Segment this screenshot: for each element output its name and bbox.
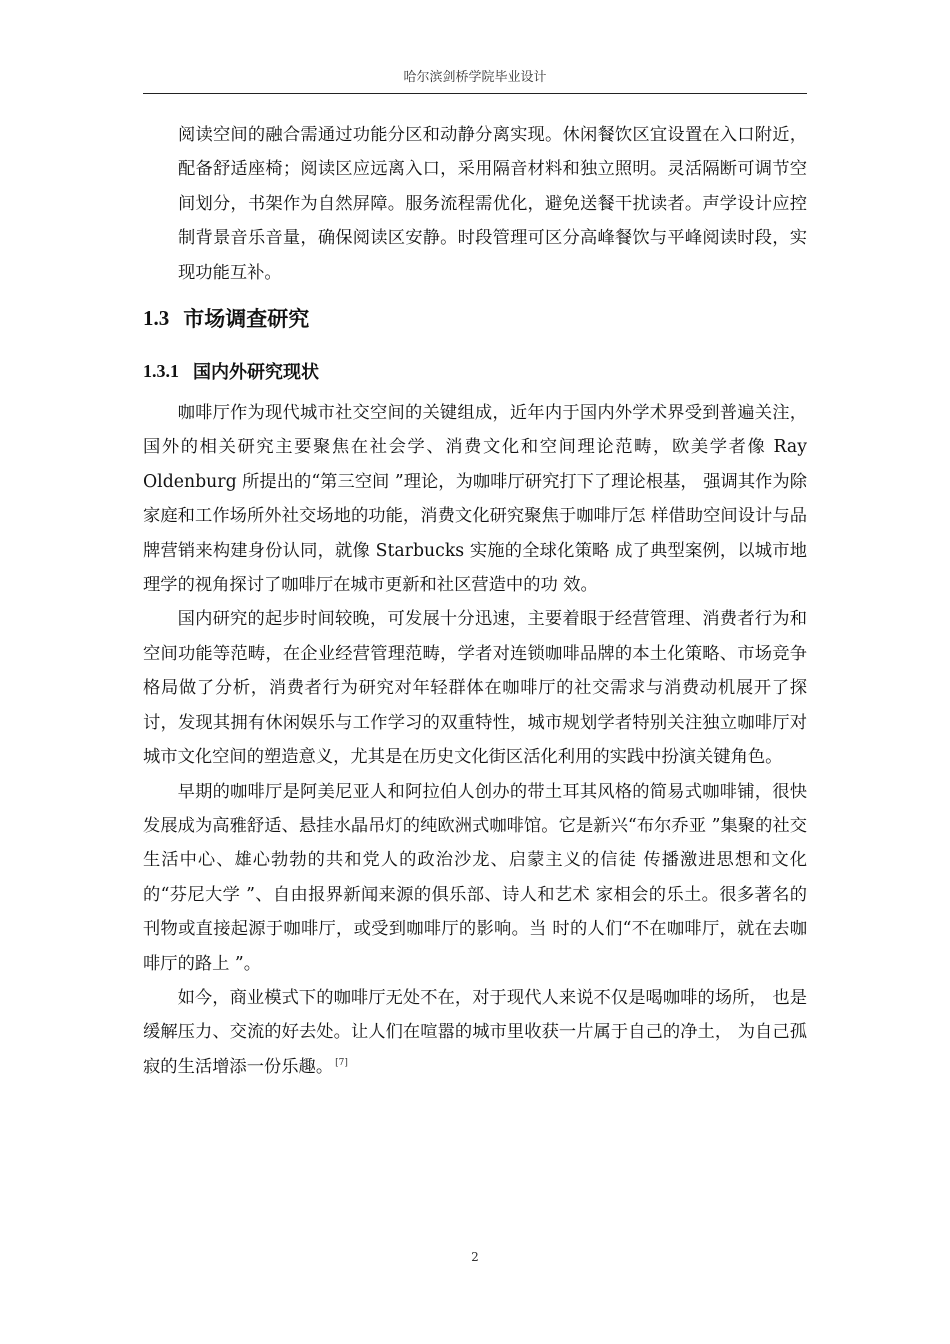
page-content	[143, 118, 807, 1084]
body-paragraph-3: 早期的咖啡厅是阿美尼亚人和阿拉伯人创办的带土耳其风格的简易式咖啡铺，很快发展成为高雅舒适、悬挂水晶吊灯的纯欧洲式咖啡馆。它是新兴“布尔乔亚 ”集聚的社交生活中心、雄心勃勃的共和党人的政治沙龙、启蒙主义的信徒 传播激进思想和文化的“芬尼大学 ”、自由报界新闻来源的俱乐部、诗人和艺术 家相会的乐土。很多著名的刊物或直接起源于咖啡厅，或受到咖啡厅的影响。当 时的人们“不在咖啡厅，就在去咖啡厅的路上 ”。	[143, 781, 807, 974]
section-heading	[143, 290, 807, 346]
intro-paragraph: 阅读空间的融合需通过功能分区和动静分离实现。休闲餐饮区宜设置在入口附近，配备舒适座椅；阅读区应远离入口，采用隔音材料和独立照明。灵活隔断可调节空间划分，书架作为自然屏障。服务流程需优化，避免送餐干扰读者。声学设计应控制背景音乐音量，确保阅读区安静。时段管理可区分高峰餐饮与平峰阅读时段，实现功能互补。	[178, 125, 807, 283]
subsection-heading	[143, 346, 807, 396]
subsection-number: 1.3.1	[143, 360, 179, 381]
page-number: 2	[471, 1250, 479, 1264]
citation-marker[interactable]: [7]	[335, 1057, 348, 1068]
body-paragraph-1: 咖啡厅作为现代城市社交空间的关键组成，近年内于国内外学术界受到普遍关注，国外的相关研究主要聚焦在社会学、消费文化和空间理论范畴，欧美学者像 Ray Oldenburg 所提出的“第三空间 ”理论，为咖啡厅研究打下了理论根基， 强调其作为除家庭和工作场所外社交场地的功能，消费文化研究聚焦于咖啡厅怎 样借助空间设计与品牌营销来构建身份认同，就像 Starbucks 实施的全球化策略 成了典型案例，以城市地理学的视角探讨了咖啡厅在城市更新和社区营造中的功 效。	[143, 403, 807, 596]
body-paragraph-2: 国内研究的起步时间较晚，可发展十分迅速，主要着眼于经营管理、消费者行为和空间功能等范畴，在企业经营管理范畴，学者对连锁咖啡品牌的本土化策略、市场竞争格局做了分析，消费者行为研究对年轻群体在咖啡厅的社交需求与消费动机展开了探讨，发现其拥有休闲娱乐与工作学习的双重特性，城市规划学者特别关注独立咖啡厅对城市文化空间的塑造意义，尤其是在历史文化街区活化利用的实践中扮演关键角色。	[143, 609, 807, 768]
section-number: 1.3	[143, 305, 170, 330]
body-paragraph-4	[143, 981, 807, 1084]
body-paragraph-4-text: 如今，商业模式下的咖啡厅无处不在，对于现代人来说不仅是喝咖啡的场所， 也是缓解压力、交流的好去处。让人们在喧嚣的城市里收获一片属于自己的净土， 为自己孤寂的生活增添一份乐趣。	[143, 987, 807, 1077]
page-header: 哈尔滨剑桥学院毕业设计	[143, 66, 807, 94]
section-title: 市场调查研究	[183, 307, 310, 332]
subsection-title: 国内外研究现状	[193, 362, 319, 384]
